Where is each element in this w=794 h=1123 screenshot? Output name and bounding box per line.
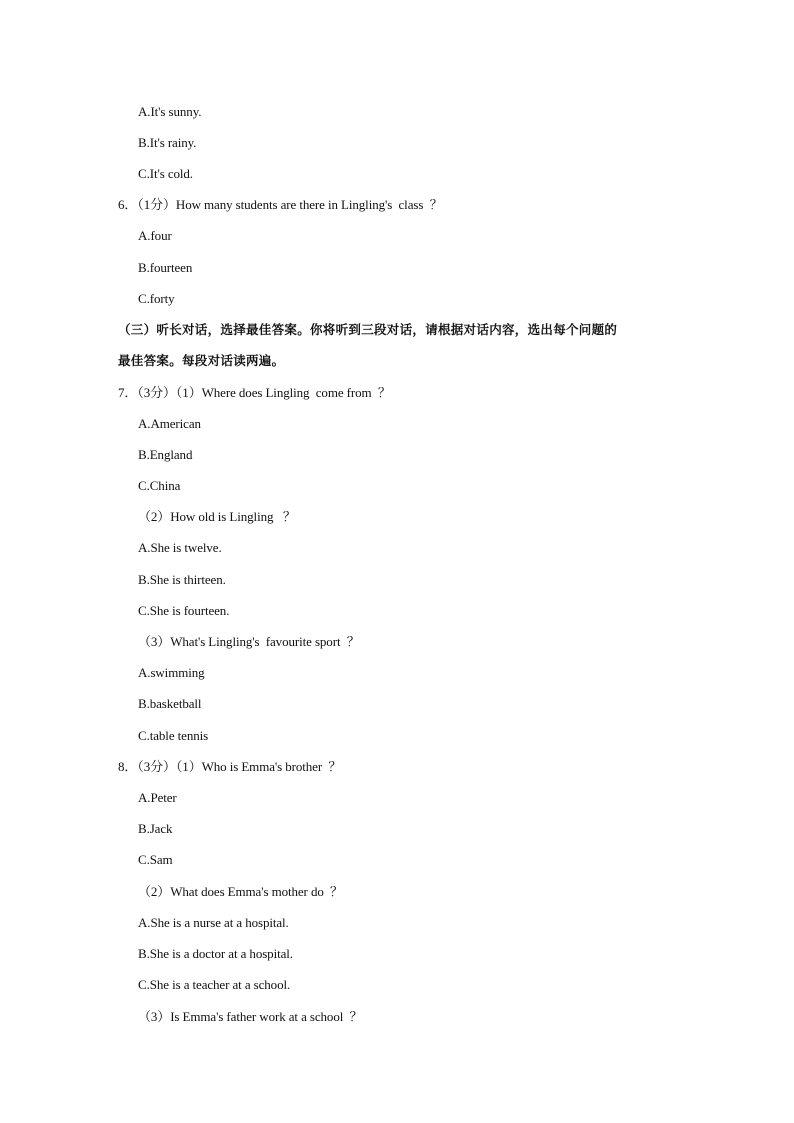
option-7-2c: C.She is fourteen. (138, 603, 230, 618)
option-7-3c: C.table tennis (138, 728, 209, 743)
option-7-1b: B.England (138, 447, 193, 462)
option-7-2b: B.She is thirteen. (138, 572, 226, 587)
option-6a: A.four (138, 228, 172, 243)
option-6c: C.forty (138, 291, 175, 306)
option-5a: A.It's sunny. (138, 104, 202, 119)
option-8-1c: C.Sam (138, 852, 173, 867)
question-8-part1: 8．（3分）（1）Who is Emma's brother ？ (118, 759, 342, 774)
option-5c: C.It's cold. (138, 166, 193, 181)
question-7-part3: （3）What's Lingling's favourite sport ？ (138, 634, 360, 649)
option-7-2a: A.She is twelve. (138, 540, 222, 555)
option-8-2a: A.She is a nurse at a hospital. (138, 915, 289, 930)
question-8-part2: （2）What does Emma's mother do ？ (138, 884, 343, 899)
option-6b: B.fourteen (138, 260, 193, 275)
option-8-2b: B.She is a doctor at a hospital. (138, 946, 293, 961)
question-7-part2: （2）How old is Lingling ？ (138, 509, 296, 524)
question-8-part3: （3）Is Emma's father work at a school ？ (138, 1009, 363, 1024)
option-8-1b: B.Jack (138, 821, 173, 836)
option-5b: B.It's rainy. (138, 135, 197, 150)
question-6: 6．（1分）How many students are there in Lingling's class ？ (118, 197, 443, 212)
option-7-1a: A.American (138, 416, 201, 431)
option-7-3b: B.basketball (138, 696, 202, 711)
option-8-2c: C.She is a teacher at a school. (138, 977, 291, 992)
option-7-3a: A.swimming (138, 665, 205, 680)
section-heading-line2: 最佳答案。每段对话读两遍。 (118, 353, 285, 368)
section-heading-line1: （三）听长对话，选择最佳答案。你将听到三段对话，请根据对话内容，选出每个问题的 (118, 322, 618, 337)
option-8-1a: A.Peter (138, 790, 177, 805)
question-7-part1: 7．（3分）（1）Where does Lingling come from ？ (118, 385, 391, 400)
option-7-1c: C.China (138, 478, 181, 493)
